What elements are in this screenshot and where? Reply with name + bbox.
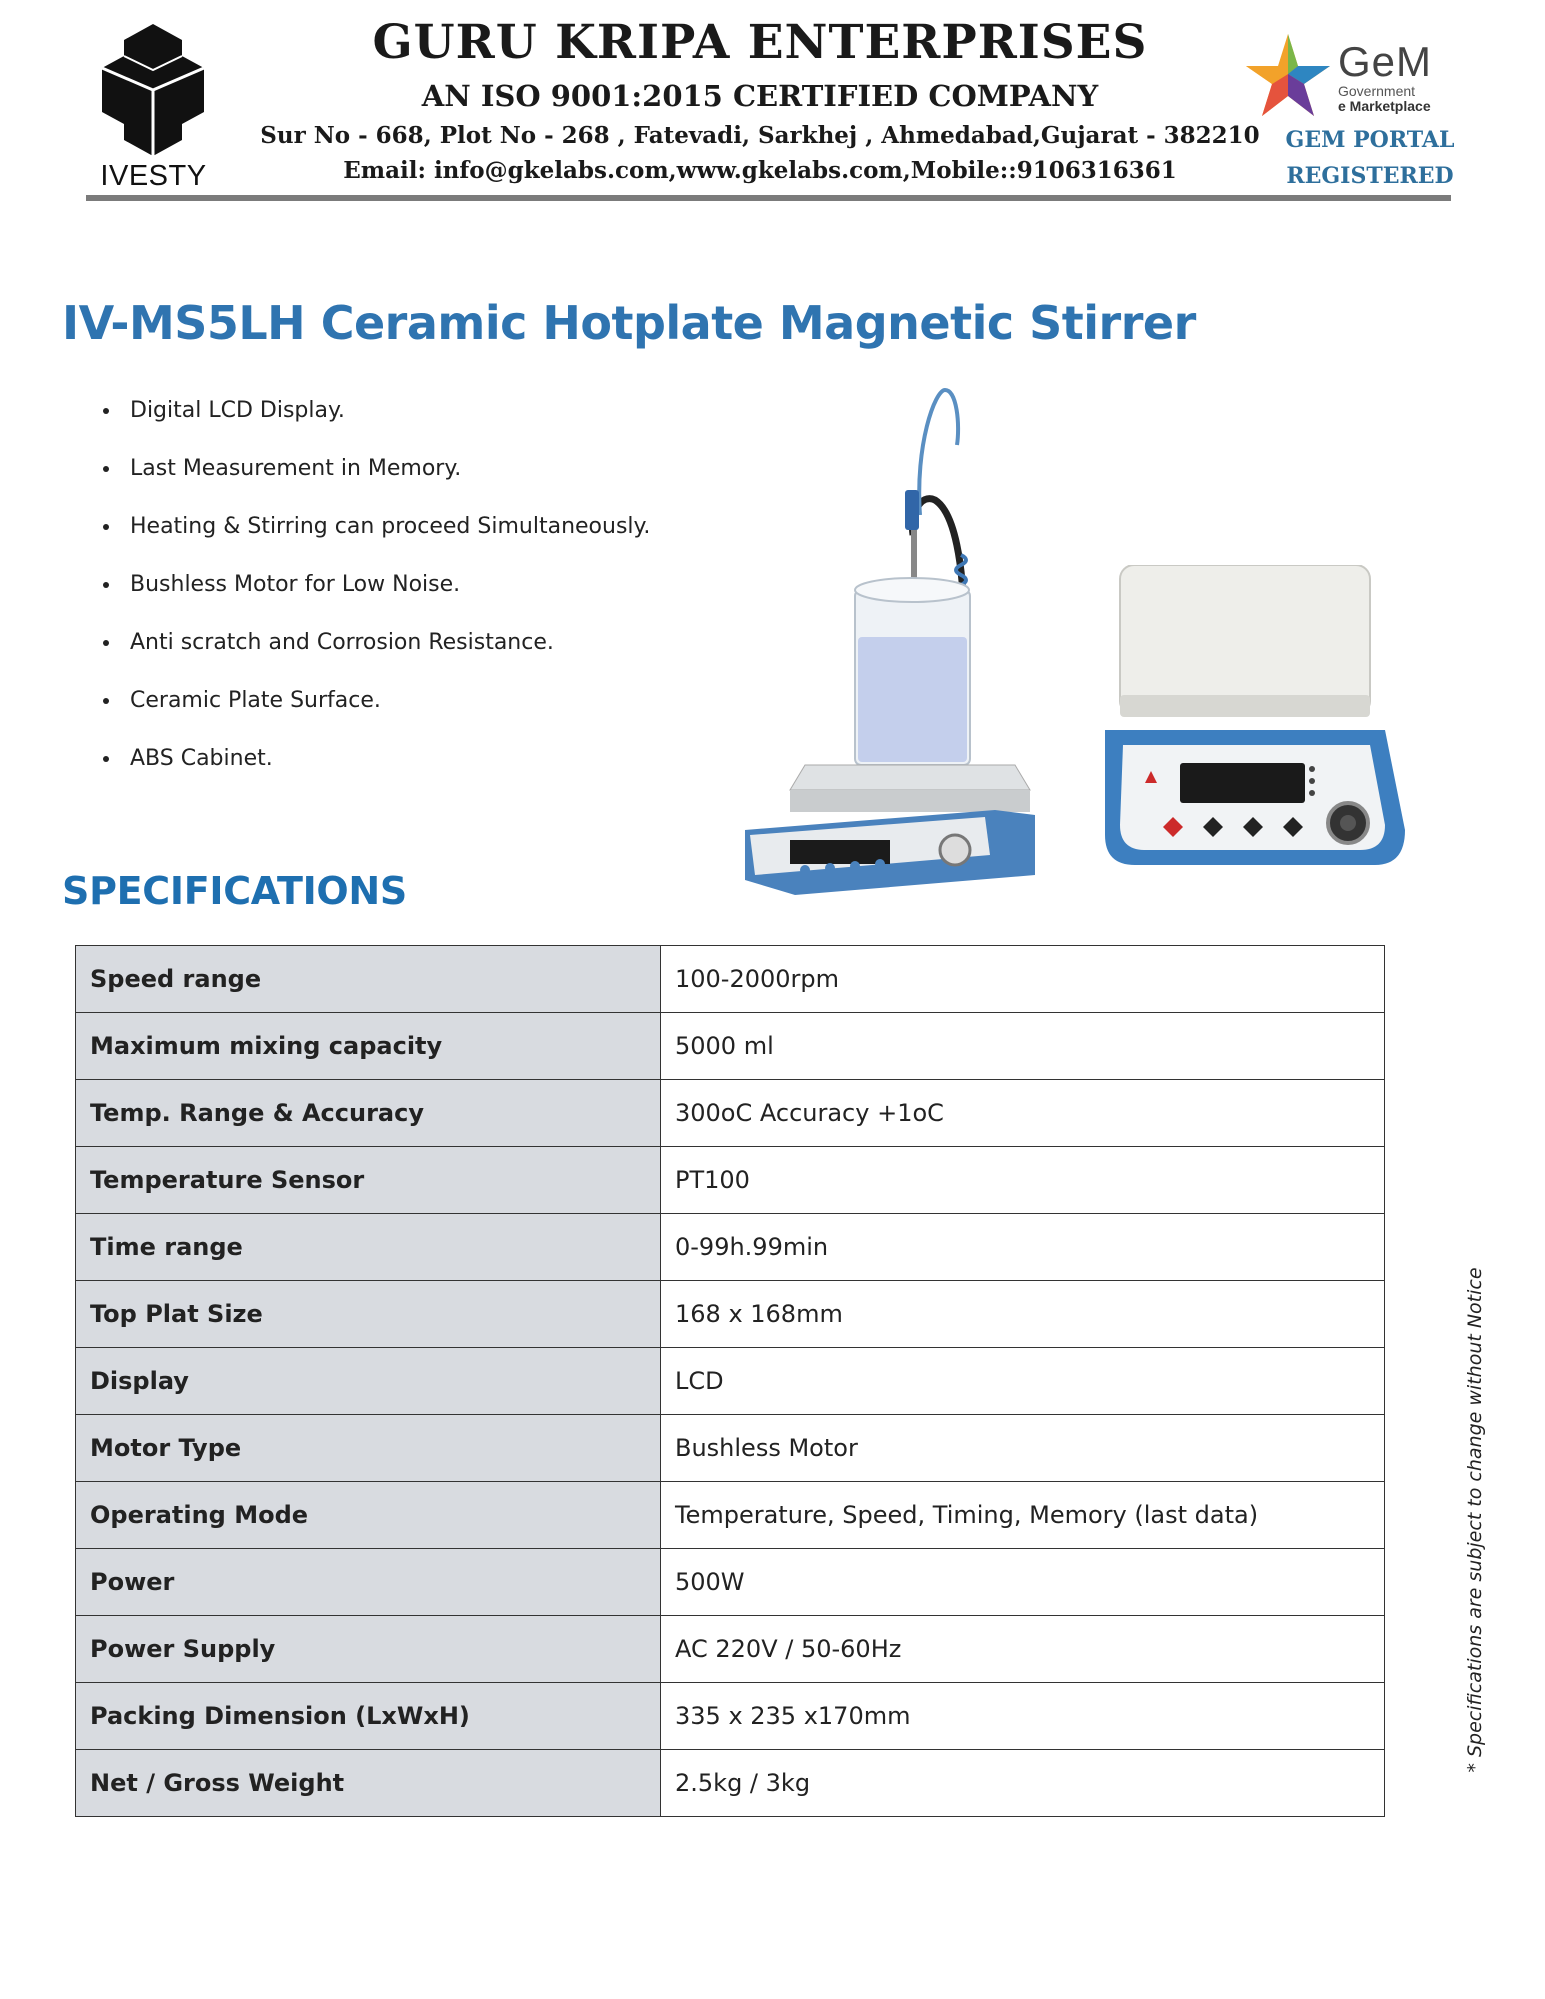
table-row: [76, 1013, 1385, 1080]
company-info: [250, 14, 1270, 188]
spec-key: Motor Type: [76, 1415, 661, 1482]
spec-key: Net / Gross Weight: [76, 1750, 661, 1817]
spec-value: 0-99h.99min: [661, 1214, 1385, 1281]
feature-item: • Ceramic Plate Surface.: [122, 672, 772, 730]
ivesty-cube-icon: [86, 20, 221, 160]
table-row: [76, 1549, 1385, 1616]
gem-logo-word: GeM: [1338, 38, 1433, 85]
spec-value: 100-2000rpm: [661, 946, 1385, 1013]
spec-key: Time range: [76, 1214, 661, 1281]
spec-value: 168 x 168mm: [661, 1281, 1385, 1348]
table-row: [76, 1147, 1385, 1214]
feature-item: • Last Measurement in Memory.: [122, 440, 772, 498]
spec-value: Bushless Motor: [661, 1415, 1385, 1482]
spec-value: 300oC Accuracy +1oC: [661, 1080, 1385, 1147]
spec-value: 500W: [661, 1549, 1385, 1616]
gem-logo-sub1: Government: [1338, 83, 1416, 99]
spec-key: Top Plat Size: [76, 1281, 661, 1348]
spec-key: Temperature Sensor: [76, 1147, 661, 1214]
letterhead-divider: [86, 195, 1451, 201]
table-row: [76, 1750, 1385, 1817]
spec-key: Power Supply: [76, 1616, 661, 1683]
spec-key: Operating Mode: [76, 1482, 661, 1549]
spec-key: Speed range: [76, 946, 661, 1013]
company-certification: AN ISO 9001:2015 CERTIFIED COMPANY: [421, 79, 1099, 113]
feature-item: • Anti scratch and Corrosion Resistance.: [122, 614, 772, 672]
spec-value: 2.5kg / 3kg: [661, 1750, 1385, 1817]
table-row: [76, 1683, 1385, 1750]
company-name: GURU KRIPA ENTERPRISES: [372, 15, 1148, 70]
feature-item: • ABS Cabinet.: [122, 730, 772, 788]
gem-logo: [1240, 28, 1470, 128]
table-row: [76, 1415, 1385, 1482]
spec-value: LCD: [661, 1348, 1385, 1415]
gem-badge: [1240, 22, 1470, 197]
gem-note-line2: REGISTERED: [1286, 163, 1454, 189]
gem-note-line1: GEM PORTAL: [1285, 127, 1455, 153]
feature-list: [94, 382, 772, 788]
spec-key: Packing Dimension (LxWxH): [76, 1683, 661, 1750]
product-title: IV-MS5LH Ceramic Hotplate Magnetic Stirrer: [62, 296, 1196, 350]
spec-value: 5000 ml: [661, 1013, 1385, 1080]
spec-value: 335 x 235 x170mm: [661, 1683, 1385, 1750]
feature-item: • Heating & Stirring can proceed Simultaneously.: [122, 498, 772, 556]
ivesty-logo-text: IVESTY: [100, 160, 207, 192]
company-contact: Email: info@gkelabs.com,www.gkelabs.com,Mobile::9106316361: [343, 157, 1177, 184]
table-row: [76, 1616, 1385, 1683]
gem-star-icon: [1240, 28, 1335, 123]
spec-key: Temp. Range & Accuracy: [76, 1080, 661, 1147]
specifications-table: [75, 945, 1385, 1817]
specifications-heading: SPECIFICATIONS: [62, 869, 407, 913]
feature-item: • Digital LCD Display.: [122, 382, 772, 440]
company-address: Sur No - 668, Plot No - 268 , Fatevadi, Sarkhej , Ahmedabad,Gujarat - 382210: [260, 122, 1260, 149]
letterhead: [0, 0, 1545, 210]
spec-value: PT100: [661, 1147, 1385, 1214]
product-image-stirrer-with-beaker: [735, 385, 1055, 905]
spec-key: Power: [76, 1549, 661, 1616]
spec-key: Display: [76, 1348, 661, 1415]
gem-registration-note: [1255, 122, 1485, 194]
table-row: [76, 1080, 1385, 1147]
spec-key: Maximum mixing capacity: [76, 1013, 661, 1080]
specifications-disclaimer: * Specifications are subject to change without Notice: [1464, 1267, 1486, 1773]
table-row: [76, 1214, 1385, 1281]
table-row: [76, 1281, 1385, 1348]
feature-item: • Bushless Motor for Low Noise.: [122, 556, 772, 614]
table-row: [76, 946, 1385, 1013]
spec-value: AC 220V / 50-60Hz: [661, 1616, 1385, 1683]
product-image-stirrer-front: [1105, 565, 1405, 875]
table-row: [76, 1348, 1385, 1415]
gem-logo-sub2: e Marketplace: [1338, 98, 1431, 114]
spec-value: Temperature, Speed, Timing, Memory (last data): [661, 1482, 1385, 1549]
ivesty-logo: [86, 20, 221, 195]
table-row: [76, 1482, 1385, 1549]
